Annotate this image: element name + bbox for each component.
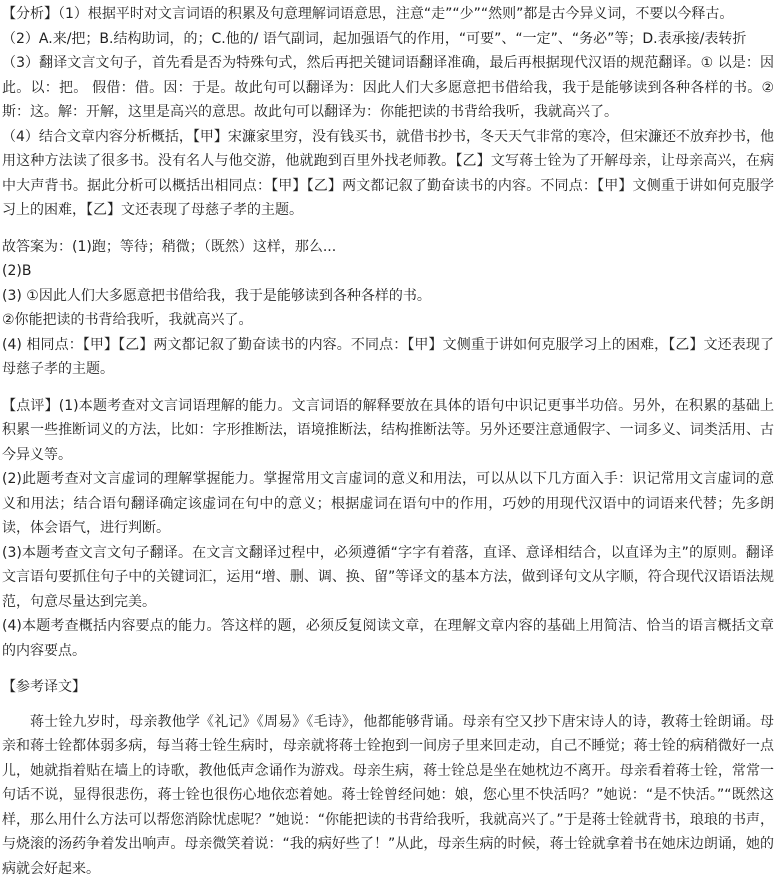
answer-3-part-2: ②你能把读的书背给我听，我就高兴了。 bbox=[2, 308, 774, 333]
answer-intro: 故答案为：(1)跑；等待；稍微；（既然）这样，那么... bbox=[2, 235, 774, 260]
spacer bbox=[2, 223, 774, 235]
analysis-section bbox=[2, 2, 774, 223]
comment-section bbox=[2, 394, 774, 664]
spacer bbox=[2, 663, 774, 675]
analysis-paragraph-2: （2）A.来/把；B.结构助词，的；C.他的/ 语气副词，起加强语气的作用，“可要”、“一定”、“务必”等；D.表承接/表转折 bbox=[2, 27, 774, 52]
translation-body: 蒋士铨九岁时，母亲教他学《礼记》《周易》《毛诗》，他都能够背诵。母亲有空又抄下唐宋诗人的诗，教蒋士铨朗诵。母亲和蒋士铨都体弱多病，每当蒋士铨生病时，母亲就将蒋士铨抱到一间房子里来回走动，自己不睡觉；蒋士铨的病稍微好一点儿，她就指着贴在墙上的诗歌，教他低声念诵作为游戏。母亲生病，蒋士铨总是坐在她枕边不离开。母亲看着蒋士铨，常常一句话不说，显得很悲伤，蒋士铨也很伤心地依恋着她。蒋士铨曾经问她：娘，您心里不快活吗？”她说：“是不快活。”“既然这样，那么用什么方法可以帮您消除忧虑呢？”她说：“你能把读的书背给我听，我就高兴了。”于是蒋士铨就背书，琅琅的书声，与烧滚的汤药争着发出响声。母亲微笑着说：“我的病好些了！”从此，母亲生病的时候，蒋士铨就拿着书在她床边朗诵，她的病就会好起来。 bbox=[2, 710, 774, 881]
analysis-paragraph-1: 【分析】（1）根据平时对文言词语的积累及句意理解词语意思，注意“走”“少”“然则”都是古今异义词，不要以今释古。 bbox=[2, 2, 774, 27]
answer-3-part-1: (3) ①因此人们大多愿意把书借给我，我于是能够读到各种各样的书。 bbox=[2, 284, 774, 309]
translation-heading: 【参考译文】 bbox=[2, 675, 774, 700]
comment-1: 【点评】(1)本题考查对文言词语理解的能力。文言词语的解释要放在具体的语句中识记更事半功倍。另外，在积累的基础上积累一些推断词义的方法，比如：字形推断法，语境推断法，结构推断法等。另外还要注意通假字、一词多义、词类活用、古今异义等。 bbox=[2, 394, 774, 468]
comment-4: (4)本题考查概括内容要点的能力。答这样的题，必须反复阅读文章，在理解文章内容的基础上用简洁、恰当的语言概括文章的内容要点。 bbox=[2, 614, 774, 663]
answer-2: (2)B bbox=[2, 259, 774, 284]
spacer bbox=[2, 382, 774, 394]
answer-4: (4) 相同点：【甲】【乙】两文都记叙了勤奋读书的内容。不同点：【甲】文侧重于讲如何克服学习上的困难，【乙】文还表现了母慈子孝的主题。 bbox=[2, 333, 774, 382]
comment-3: (3)本题考查文言文句子翻译。在文言文翻译过程中，必须遵循“字字有着落，直译、意译相结合，以直译为主”的原则。翻译文言语句要抓住句子中的关键词汇，运用“增、删、调、换、留”等译文的基本方法，做到译句文从字顺，符合现代汉语语法规范，句意尽量达到完美。 bbox=[2, 541, 774, 615]
analysis-paragraph-3: （3）翻译文言文句子，首先看是否为特殊句式，然后再把关键词语翻译准确，最后再根据现代汉语的规范翻译。① 以是：因此。以：把。 假借：借。因：于是。故此句可以翻译为：因此人们大多愿意把书借给我，我于是能够读到各种各样的书。② 斯：这。解：开解，这里是高兴的意思。故此句可以翻译为：你能把读的书背给我听，我就高兴了。 bbox=[2, 51, 774, 125]
analysis-paragraph-4: （4）结合文章内容分析概括，【甲】宋濂家里穷，没有钱买书，就借书抄书，冬天天气非常的寒冷，但宋濂还不放弃抄书，他用这种方法读了很多书。没有名人与他交游，他就跑到百里外找老师教。【乙】文写蒋士铨为了开解母亲，让母亲高兴，在病中大声背书。据此分析可以概括出相同点：【甲】【乙】两文都记叙了勤奋读书的内容。不同点：【甲】文侧重于讲如何克服学习上的困难，【乙】文还表现了母慈子孝的主题。 bbox=[2, 125, 774, 223]
spacer bbox=[2, 700, 774, 710]
answer-section bbox=[2, 235, 774, 382]
translation-section bbox=[2, 675, 774, 881]
comment-2: (2)此题考查对文言虚词的理解掌握能力。掌握常用文言虚词的意义和用法，可以从以下几方面入手：识记常用文言虚词的意义和用法；结合语句翻译确定该虚词在句中的意义；根据虚词在语句中的作用，巧妙的用现代汉语中的词语来代替；先多朗读，体会语气，进行判断。 bbox=[2, 467, 774, 541]
